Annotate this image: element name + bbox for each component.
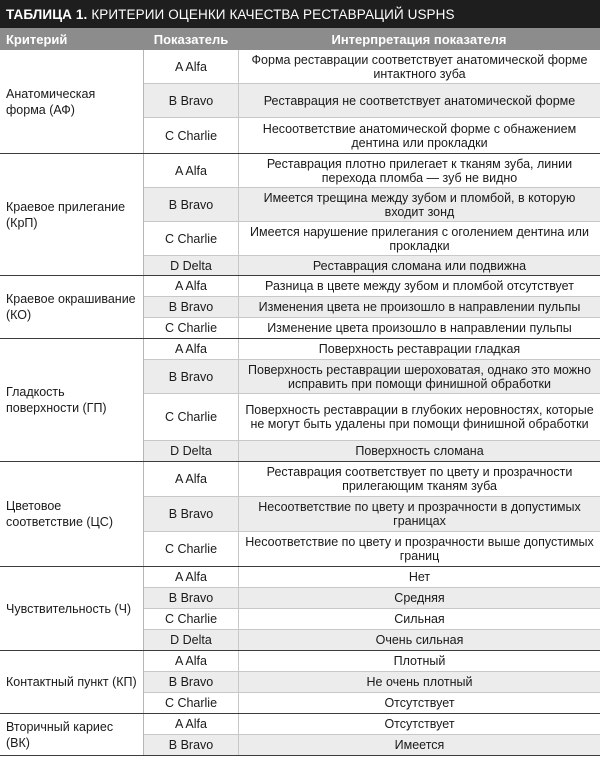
interpretation-cell: Изменения цвета не произошло в направлении пульпы xyxy=(258,300,581,314)
table-row xyxy=(144,567,600,588)
criterion-name: Анатомическая форма (АФ) xyxy=(0,50,144,153)
indicator-cell: C Charlie xyxy=(144,222,239,255)
indicator-cell: C Charlie xyxy=(144,532,239,566)
table-row xyxy=(144,118,600,153)
interpretation-cell: Несоответствие по цвету и прозрачности выше допустимых границ xyxy=(245,535,594,563)
table-row xyxy=(144,339,600,360)
criterion-rows xyxy=(144,714,600,755)
table-row xyxy=(144,276,600,297)
table-row xyxy=(144,154,600,188)
header-interpretation: Интерпретация показателя xyxy=(331,31,507,47)
table-row xyxy=(144,441,600,461)
criterion-rows xyxy=(144,154,600,275)
interpretation-cell: Отсутствует xyxy=(384,696,455,710)
criterion-group xyxy=(0,651,600,714)
criterion-name: Цветовое соответствие (ЦС) xyxy=(0,462,144,566)
indicator-cell: B Bravo xyxy=(144,297,239,317)
criterion-rows xyxy=(144,651,600,713)
header-criterion: Критерий xyxy=(6,31,68,47)
table-row xyxy=(144,497,600,532)
indicator-cell: D Delta xyxy=(144,441,239,461)
indicator-cell: C Charlie xyxy=(144,693,239,713)
criterion-name: Гладкость поверхности (ГП) xyxy=(0,339,144,461)
interpretation-cell: Имеется нарушение прилегания с оголением дентина или прокладки xyxy=(250,224,589,253)
indicator-cell: B Bravo xyxy=(144,497,239,531)
interpretation-cell: Нет xyxy=(408,570,431,584)
header-indicator: Показатель xyxy=(153,31,229,47)
table-row xyxy=(144,318,600,338)
criterion-group xyxy=(0,276,600,339)
table-row xyxy=(144,297,600,318)
indicator-cell: D Delta xyxy=(144,630,239,650)
table-row xyxy=(144,394,600,441)
indicator-cell: A Alfa xyxy=(144,651,239,671)
indicator-cell: C Charlie xyxy=(144,118,239,153)
criterion-group xyxy=(0,339,600,462)
table-row xyxy=(144,651,600,672)
criterion-rows xyxy=(144,567,600,650)
interpretation-cell: Отсутствует xyxy=(384,717,455,731)
table-row xyxy=(144,532,600,566)
interpretation-cell: Разница в цвете между зубом и пломбой отсутствует xyxy=(265,279,574,293)
interpretation-cell: Несоответствие по цвету и прозрачности в допустимых границах xyxy=(258,500,581,528)
indicator-cell: A Alfa xyxy=(144,50,239,83)
interpretation-cell: Реставрация сломана или подвижна xyxy=(312,258,527,273)
indicator-cell: A Alfa xyxy=(144,567,239,587)
criterion-group xyxy=(0,714,600,756)
indicator-cell: B Bravo xyxy=(144,735,239,755)
indicator-cell: C Charlie xyxy=(144,394,239,440)
indicator-cell: A Alfa xyxy=(144,714,239,734)
interpretation-cell: Реставрация соответствует по цвету и прозрачности прилегающим тканям зуба xyxy=(266,465,573,493)
table-row xyxy=(144,462,600,497)
criterion-rows xyxy=(144,50,600,153)
interpretation-cell: Поверхность реставрации шероховатая, однако это можно исправить при помощи финишной обработки xyxy=(248,362,591,391)
criterion-name: Краевое окрашивание (КО) xyxy=(0,276,144,338)
table-row xyxy=(144,360,600,394)
table-row xyxy=(144,609,600,630)
indicator-cell: B Bravo xyxy=(144,84,239,117)
indicator-cell: C Charlie xyxy=(144,318,239,338)
indicator-cell: A Alfa xyxy=(144,462,239,496)
indicator-cell: B Bravo xyxy=(144,672,239,692)
table-row xyxy=(144,714,600,735)
table-row xyxy=(144,188,600,222)
interpretation-cell: Поверхность реставрации гладкая xyxy=(318,342,521,356)
interpretation-cell: Не очень плотный xyxy=(366,675,473,689)
indicator-cell: C Charlie xyxy=(144,609,239,629)
table-body xyxy=(0,50,600,756)
criterion-name: Краевое прилегание (КрП) xyxy=(0,154,144,275)
table-row xyxy=(144,222,600,256)
indicator-cell: D Delta xyxy=(144,256,239,275)
interpretation-cell: Изменение цвета произошло в направлении пульпы xyxy=(267,321,572,335)
indicator-cell: A Alfa xyxy=(144,154,239,187)
table-row xyxy=(144,735,600,755)
criterion-group xyxy=(0,154,600,276)
indicator-cell: B Bravo xyxy=(144,360,239,393)
table-row xyxy=(144,672,600,693)
table-title-text: КРИТЕРИИ ОЦЕНКИ КАЧЕСТВА РЕСТАВРАЦИЙ USPHS xyxy=(91,6,455,22)
table-row xyxy=(144,693,600,713)
table-header xyxy=(0,28,600,50)
interpretation-cell: Сильная xyxy=(394,612,445,626)
interpretation-cell: Очень сильная xyxy=(375,633,464,647)
criterion-rows xyxy=(144,339,600,461)
interpretation-cell: Реставрация плотно прилегает к тканям зуба, линии перехода пломба — зуб не видно xyxy=(266,156,573,185)
criterion-rows xyxy=(144,276,600,338)
table-row xyxy=(144,84,600,118)
indicator-cell: B Bravo xyxy=(144,188,239,221)
interpretation-cell: Поверхность реставрации в глубоких неровностях, которые не могут быть удалены при помощи финишной обработки xyxy=(245,403,594,431)
interpretation-cell: Форма реставрации соответствует анатомической форме интактного зуба xyxy=(251,52,588,81)
criterion-group xyxy=(0,462,600,567)
criterion-group xyxy=(0,567,600,651)
criterion-name: Контактный пункт (КП) xyxy=(0,651,144,713)
interpretation-cell: Реставрация не соответствует анатомической форме xyxy=(263,93,576,108)
interpretation-cell: Средняя xyxy=(394,591,445,605)
criterion-rows xyxy=(144,462,600,566)
indicator-cell: B Bravo xyxy=(144,588,239,608)
criterion-group xyxy=(0,50,600,154)
indicator-cell: A Alfa xyxy=(144,276,239,296)
indicator-cell: A Alfa xyxy=(144,339,239,359)
criterion-name: Вторичный кариес (ВК) xyxy=(0,714,144,755)
interpretation-cell: Несоответствие анатомической форме с обнажением дентина или прокладки xyxy=(262,121,577,150)
table-row xyxy=(144,588,600,609)
interpretation-cell: Поверхность сломана xyxy=(355,444,484,458)
criterion-name: Чувствительность (Ч) xyxy=(0,567,144,650)
table-row xyxy=(144,630,600,650)
interpretation-cell: Плотный xyxy=(393,654,446,668)
interpretation-cell: Имеется xyxy=(394,738,445,752)
table-row xyxy=(144,50,600,84)
table-row xyxy=(144,256,600,275)
table-title xyxy=(0,0,600,28)
interpretation-cell: Имеется трещина между зубом и пломбой, в которую входит зонд xyxy=(263,190,576,219)
table-title-lead: ТАБЛИЦА 1. xyxy=(6,6,88,22)
